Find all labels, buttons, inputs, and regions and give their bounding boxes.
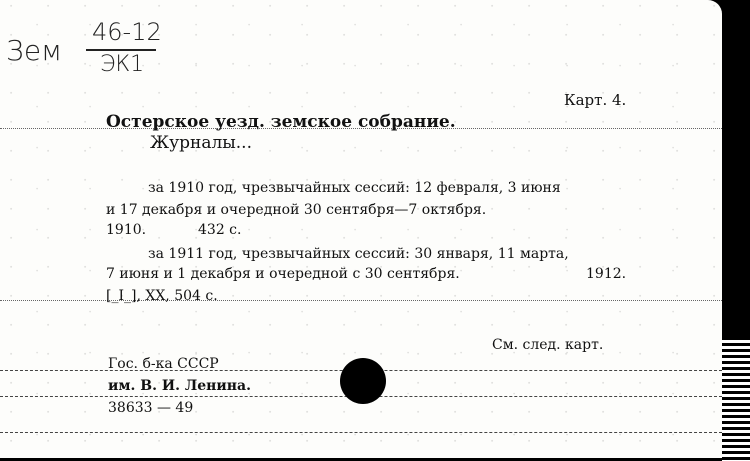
scan-edge-strip [722,340,750,461]
entry-2-line-2: 7 июня и 1 декабря и очередной с 30 сентября. [106,266,460,282]
ruled-line [0,432,722,433]
entry-2-line-1: за 1911 год, чрезвычайных сессий: 30 января, 11 марта, [148,246,569,262]
stamp-line-1: Гос. б-ка СССР [108,356,219,372]
handwritten-fraction-bar [86,49,156,51]
record-title: Остерское уезд. земское собрание. [106,112,456,132]
entry-2-pages: [_I_], XX, 504 с. [106,288,218,304]
stamp-line-2: им. В. И. Ленина. [108,378,251,394]
entry-1-line-1: за 1910 год, чрезвычайных сессий: 12 февраля, 3 июня [148,180,561,196]
stamp-line-3: 38633 — 49 [108,400,194,416]
record-subtitle: Журналы... [150,133,252,153]
punch-hole [340,358,386,404]
entry-1-line-2: и 17 декабря и очередной 30 сентября—7 октября. [106,202,487,218]
entry-1-year: 1910. [106,222,147,238]
handwritten-numerator: 46-12 [92,18,162,46]
entry-2-year: 1912. [586,266,627,282]
handwritten-denominator: ЭК1 [100,52,145,77]
card-number: Карт. 4. [564,91,627,109]
continuation-note: См. след. карт. [492,337,604,353]
handwritten-prefix: Зем [6,34,63,67]
entry-1-pages: 432 с. [198,222,242,238]
